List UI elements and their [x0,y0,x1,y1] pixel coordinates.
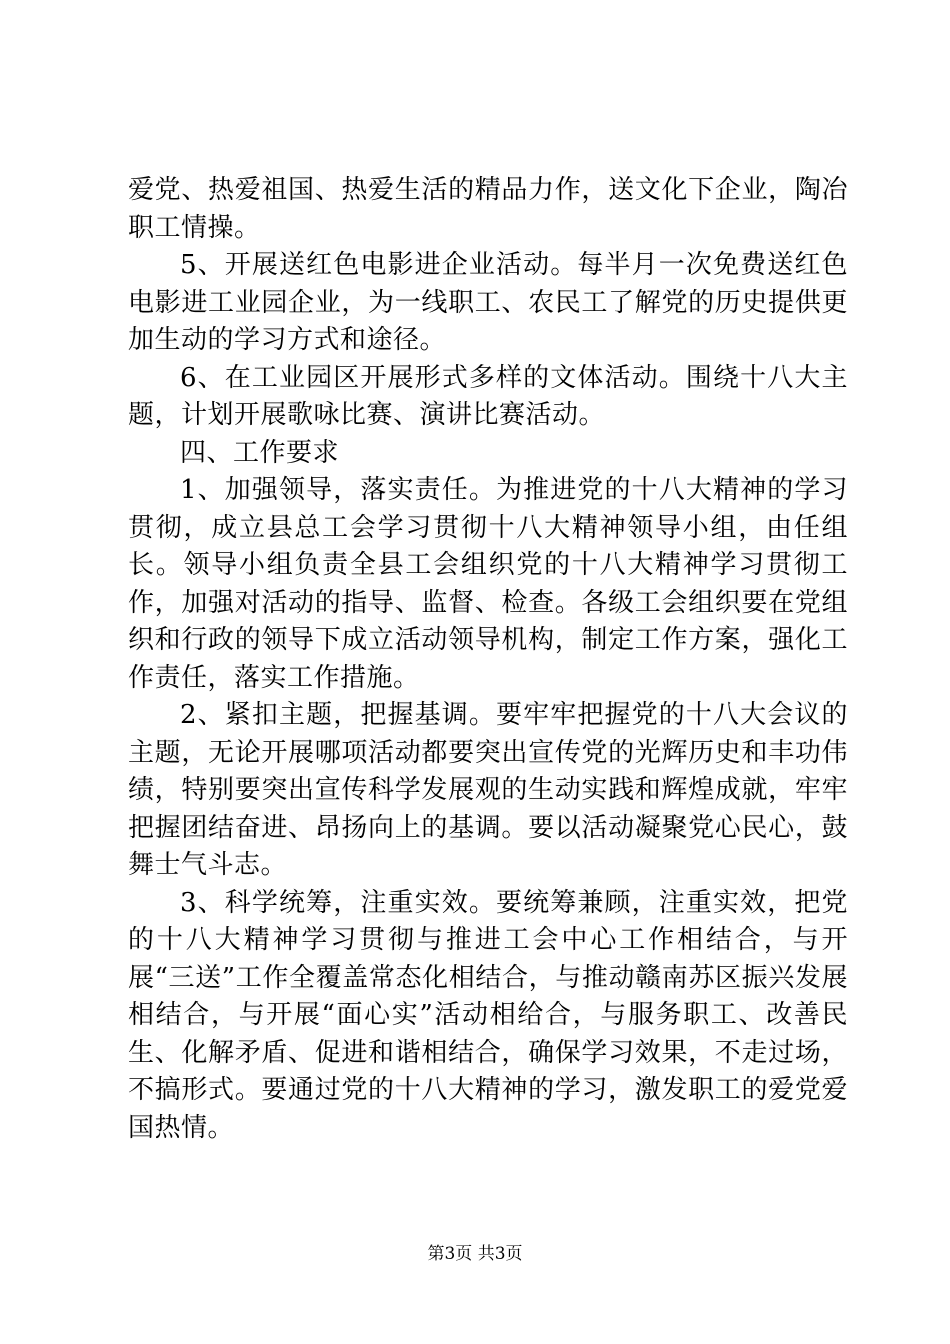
document-body [128,172,848,1147]
section-heading-work-requirements: 四、工作要求 [180,437,340,468]
paragraph-item-5: 5、开展送红色电影进企业活动。每半月一次免费送红色电影进工业园企业，为一线职工、农民工了解党的历史提供更加生动的学习方式和途径。 [128,250,848,355]
paragraph-requirement-1: 1、加强领导，落实责任。为推进党的十八大精神的学习贯彻，成立县总工会学习贯彻十八大精神领导小组，由任组长。领导小组负责全县工会组织党的十八大精神学习贯彻工作，加强对活动的指导、监督、检查。各级工会组织要在党组织和行政的领导下成立活动领导机构，制定工作方案，强化工作责任，落实工作措施。 [128,475,848,693]
paragraph-requirement-2: 2、紧扣主题，把握基调。要牢牢把握党的十八大会议的主题，无论开展哪项活动都要突出宣传党的光辉历史和丰功伟绩，特别要突出宣传科学发展观的生动实践和辉煌成就，牢牢把握团结奋进、昂扬向上的基调。要以活动凝聚党心民心，鼓舞士气斗志。 [128,700,848,880]
paragraph-continuation: 爱党、热爱祖国、热爱生活的精品力作，送文化下企业，陶冶职工情操。 [128,175,848,243]
paragraph-requirement-3: 3、科学统筹，注重实效。要统筹兼顾，注重实效，把党的十八大精神学习贯彻与推进工会中心工作相结合，与开展“三送”工作全覆盖常态化相结合，与推动赣南苏区振兴发展相结合，与开展“面心实”活动相给合，与服务职工、改善民生、化解矛盾、促进和谐相结合，确保学习效果，不走过场，不搞形式。要通过党的十八大精神的学习，激发职工的爱党爱国热情。 [128,887,848,1143]
paragraph-item-6: 6、在工业园区开展形式多样的文体活动。围绕十八大主题，计划开展歌咏比赛、演讲比赛活动。 [128,362,848,430]
page-number-footer: 第3页 共3页 [427,1244,523,1264]
